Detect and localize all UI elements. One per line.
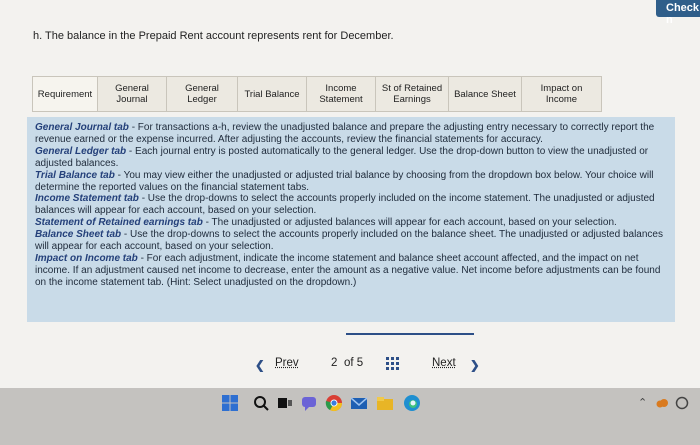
network-icon[interactable] — [675, 396, 689, 410]
cloud-icon[interactable] — [655, 396, 669, 410]
tab-impact-on-income[interactable]: Impact on Income — [522, 76, 602, 112]
tab-indicator-line — [346, 333, 474, 335]
tab-retained-earnings[interactable]: St of Retained Earnings — [376, 76, 449, 112]
instruction-title: Income Statement tab — [35, 193, 139, 205]
instruction-impact-on-income — [35, 253, 667, 289]
check-button[interactable]: Check n — [656, 0, 700, 17]
instruction-text: - Use the drop-downs to select the accounts properly included on the balance sheet. The unadjusted or adjusted balances will appear for each account, based on your selection. — [35, 229, 663, 253]
chevron-right-icon[interactable]: ❯ — [470, 360, 480, 372]
instruction-title: General Ledger tab — [35, 145, 127, 157]
instruction-general-ledger — [35, 146, 667, 170]
tab-general-ledger[interactable]: General Ledger — [167, 76, 238, 112]
tab-trial-balance[interactable]: Trial Balance — [238, 76, 307, 112]
next-button[interactable]: Next — [432, 357, 456, 369]
grid-icon[interactable] — [385, 356, 401, 375]
instruction-title: Statement of Retained earnings tab — [35, 217, 203, 229]
page-total: of 5 — [344, 357, 364, 369]
search-icon[interactable] — [252, 394, 270, 412]
taskbar — [0, 388, 700, 445]
instruction-text: - Each journal entry is posted automatically to the general ledger. Use the drop-down button to view the unadjusted or adjusted balances. — [35, 145, 649, 169]
instruction-title: Balance Sheet tab — [35, 229, 122, 241]
instruction-balance-sheet — [35, 229, 667, 253]
instruction-text: - For each adjustment, indicate the income statement and balance sheet account affected, and the impact on net income. If an adjustment caused net income to decrease, enter the amount as a negative value. Net income before adjustments can be found on the income statement tab. (Hint: Select unadjusted on the dropdown.) — [35, 252, 661, 288]
tab-income-statement[interactable]: Income Statement — [307, 76, 376, 112]
page-current: 2 — [331, 357, 338, 369]
instruction-general-journal — [35, 122, 667, 146]
tab-requirement[interactable]: Requirement — [32, 76, 98, 112]
tab-bar — [32, 76, 592, 112]
mail-icon[interactable] — [350, 394, 368, 412]
instruction-income-statement — [35, 193, 667, 217]
instruction-text: - For transactions a-h, review the unadjusted balance and prepare the adjusting entry necessary to correctly report the revenue earned or the expense incurred. After adjusting the accounts, review the financial statements for accuracy. — [35, 122, 655, 145]
instruction-text: - Use the drop-downs to select the accounts properly included on the income statement. The unadjusted or adjusted balances will appear for each account, based on your selection. — [35, 193, 655, 217]
windows-icon[interactable] — [221, 394, 239, 412]
task-view-icon[interactable] — [276, 394, 294, 412]
chevron-left-icon[interactable]: ❮ — [255, 360, 265, 372]
chevron-up-icon[interactable]: ⌃ — [638, 397, 648, 409]
instruction-title: Trial Balance tab — [35, 169, 115, 181]
file-explorer-icon[interactable] — [376, 394, 394, 412]
chat-icon[interactable] — [300, 394, 318, 412]
edge-icon[interactable] — [403, 394, 421, 412]
question-text: h. The balance in the Prepaid Rent account represents rent for December. — [33, 30, 394, 42]
prev-button[interactable]: Prev — [275, 357, 299, 369]
instruction-text: - The unadjusted or adjusted balances will appear for each account, based on your selection. — [202, 217, 617, 229]
instruction-title: General Journal tab — [35, 122, 129, 133]
instruction-retained-earnings — [35, 217, 667, 229]
chrome-icon[interactable] — [325, 394, 343, 412]
instructions-panel — [27, 117, 675, 322]
instruction-trial-balance — [35, 170, 667, 194]
instruction-title: Impact on Income tab — [35, 252, 138, 264]
tab-general-journal[interactable]: General Journal — [98, 76, 167, 112]
tab-balance-sheet[interactable]: Balance Sheet — [449, 76, 522, 112]
instruction-text: - You may view either the unadjusted or adjusted trial balance by choosing from the dropdown box below. Your choice will determine the reported values on the financial statement tabs. — [35, 169, 654, 193]
